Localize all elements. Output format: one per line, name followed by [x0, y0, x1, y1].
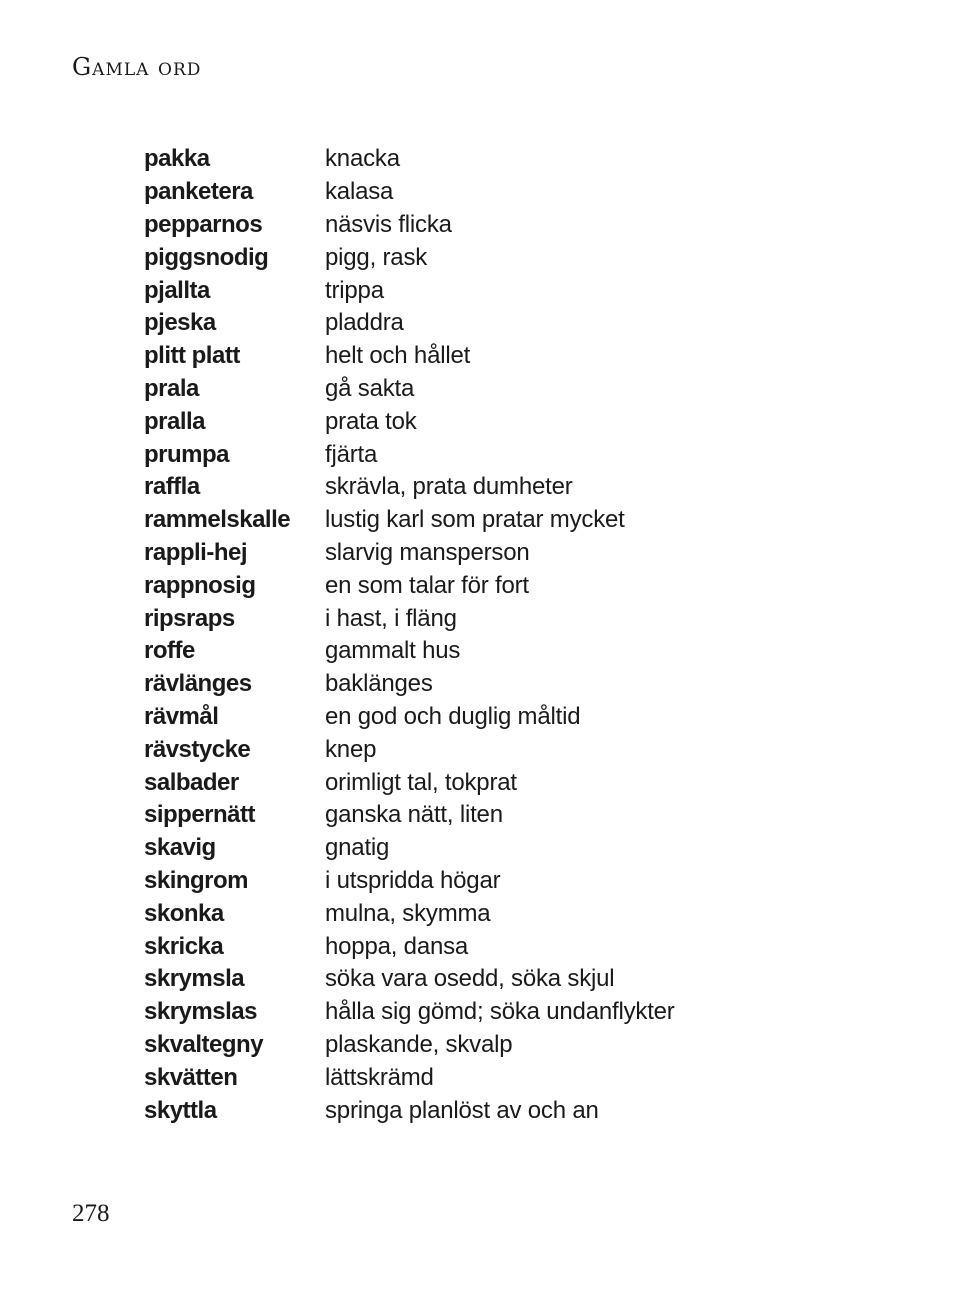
entry-term: sippernätt: [144, 801, 256, 829]
entry-definition: prata tok: [325, 407, 417, 435]
entry-term: prumpa: [144, 440, 230, 468]
entry-definition: springa planlöst av och an: [325, 1096, 599, 1124]
entry-term: pjallta: [144, 276, 210, 304]
entry-term: pjeska: [144, 309, 216, 337]
entry-term: pakka: [144, 145, 210, 173]
entry-term: skonka: [144, 899, 224, 927]
entry-definition: orimligt tal, tokprat: [325, 768, 517, 796]
entry-definition: fjärta: [325, 440, 378, 468]
glossary-entry: [144, 733, 904, 766]
entry-term: rammelskalle: [144, 506, 291, 534]
glossary-entry: [144, 569, 904, 602]
glossary-entry: [144, 865, 904, 898]
glossary-entry: [144, 307, 904, 340]
entry-term: prala: [144, 374, 199, 402]
glossary-entry: [144, 274, 904, 307]
glossary-entry: [144, 799, 904, 832]
entry-definition: en som talar för fort: [325, 571, 529, 599]
entry-term: skvaltegny: [144, 1030, 264, 1058]
entry-definition: hålla sig gömd; söka undanflykter: [325, 998, 675, 1026]
entry-definition: slarvig mansperson: [325, 538, 530, 566]
entry-term: skricka: [144, 932, 224, 960]
glossary-entry: [144, 537, 904, 570]
glossary-entry: [144, 405, 904, 438]
entry-term: roffe: [144, 637, 195, 665]
entry-term: skrymsla: [144, 965, 245, 993]
entry-definition: baklänges: [325, 670, 433, 698]
entry-definition: gammalt hus: [325, 637, 461, 665]
glossary-entry: [144, 701, 904, 734]
entry-term: rävlänges: [144, 670, 252, 698]
entry-definition: i hast, i fläng: [325, 604, 457, 632]
entry-definition: helt och hållet: [325, 342, 471, 370]
entry-definition: kalasa: [325, 178, 394, 206]
glossary-entry: [144, 143, 904, 176]
entry-term: rävstycke: [144, 735, 251, 763]
glossary-entry: [144, 602, 904, 635]
entry-definition: gnatig: [325, 834, 390, 862]
entry-term: pepparnos: [144, 210, 263, 238]
entry-term: raffla: [144, 473, 200, 501]
entry-definition: lättskrämd: [325, 1063, 434, 1091]
glossary-entry: [144, 373, 904, 406]
entry-term: pralla: [144, 407, 206, 435]
entry-term: skyttla: [144, 1096, 217, 1124]
entry-term: skavig: [144, 834, 216, 862]
entry-definition: i utspridda högar: [325, 866, 501, 894]
entry-term: plitt platt: [144, 342, 240, 370]
entry-definition: gå sakta: [325, 374, 415, 402]
glossary-entry: [144, 832, 904, 865]
glossary-entry: [144, 996, 904, 1029]
page-number: 278: [72, 1200, 110, 1227]
entry-term: skingrom: [144, 866, 249, 894]
entry-definition: mulna, skymma: [325, 899, 491, 927]
glossary-entry: [144, 209, 904, 242]
glossary-list: [144, 143, 904, 1127]
glossary-entry: [144, 930, 904, 963]
entry-definition: knacka: [325, 145, 400, 173]
entry-definition: pladdra: [325, 309, 404, 337]
entry-term: skvätten: [144, 1063, 238, 1091]
glossary-entry: [144, 176, 904, 209]
running-head: Gamla ord: [72, 53, 202, 81]
entry-term: salbader: [144, 768, 239, 796]
entry-term: rävmål: [144, 702, 219, 730]
glossary-entry: [144, 635, 904, 668]
entry-definition: trippa: [325, 276, 384, 304]
entry-term: rappli-hej: [144, 538, 248, 566]
glossary-entry: [144, 340, 904, 373]
glossary-entry: [144, 471, 904, 504]
entry-definition: ganska nätt, liten: [325, 801, 503, 829]
entry-definition: pigg, rask: [325, 243, 428, 271]
entry-definition: lustig karl som pratar mycket: [325, 506, 625, 534]
glossary-entry: [144, 897, 904, 930]
glossary-entry: [144, 1094, 904, 1127]
glossary-entry: [144, 766, 904, 799]
entry-definition: söka vara osedd, söka skjul: [325, 965, 615, 993]
entry-definition: hoppa, dansa: [325, 932, 469, 960]
entry-definition: plaskande, skvalp: [325, 1030, 513, 1058]
glossary-entry: [144, 241, 904, 274]
entry-term: rappnosig: [144, 571, 256, 599]
entry-term: panketera: [144, 178, 253, 206]
entry-definition: knep: [325, 735, 377, 763]
glossary-entry: [144, 438, 904, 471]
glossary-entry: [144, 963, 904, 996]
entry-term: piggsnodig: [144, 243, 269, 271]
glossary-entry: [144, 1029, 904, 1062]
entry-definition: näsvis flicka: [325, 210, 452, 238]
entry-definition: skrävla, prata dumheter: [325, 473, 573, 501]
glossary-entry: [144, 504, 904, 537]
glossary-entry: [144, 668, 904, 701]
entry-term: ripsraps: [144, 604, 235, 632]
glossary-entry: [144, 1061, 904, 1094]
entry-definition: en god och duglig måltid: [325, 702, 581, 730]
entry-term: skrymslas: [144, 998, 257, 1026]
